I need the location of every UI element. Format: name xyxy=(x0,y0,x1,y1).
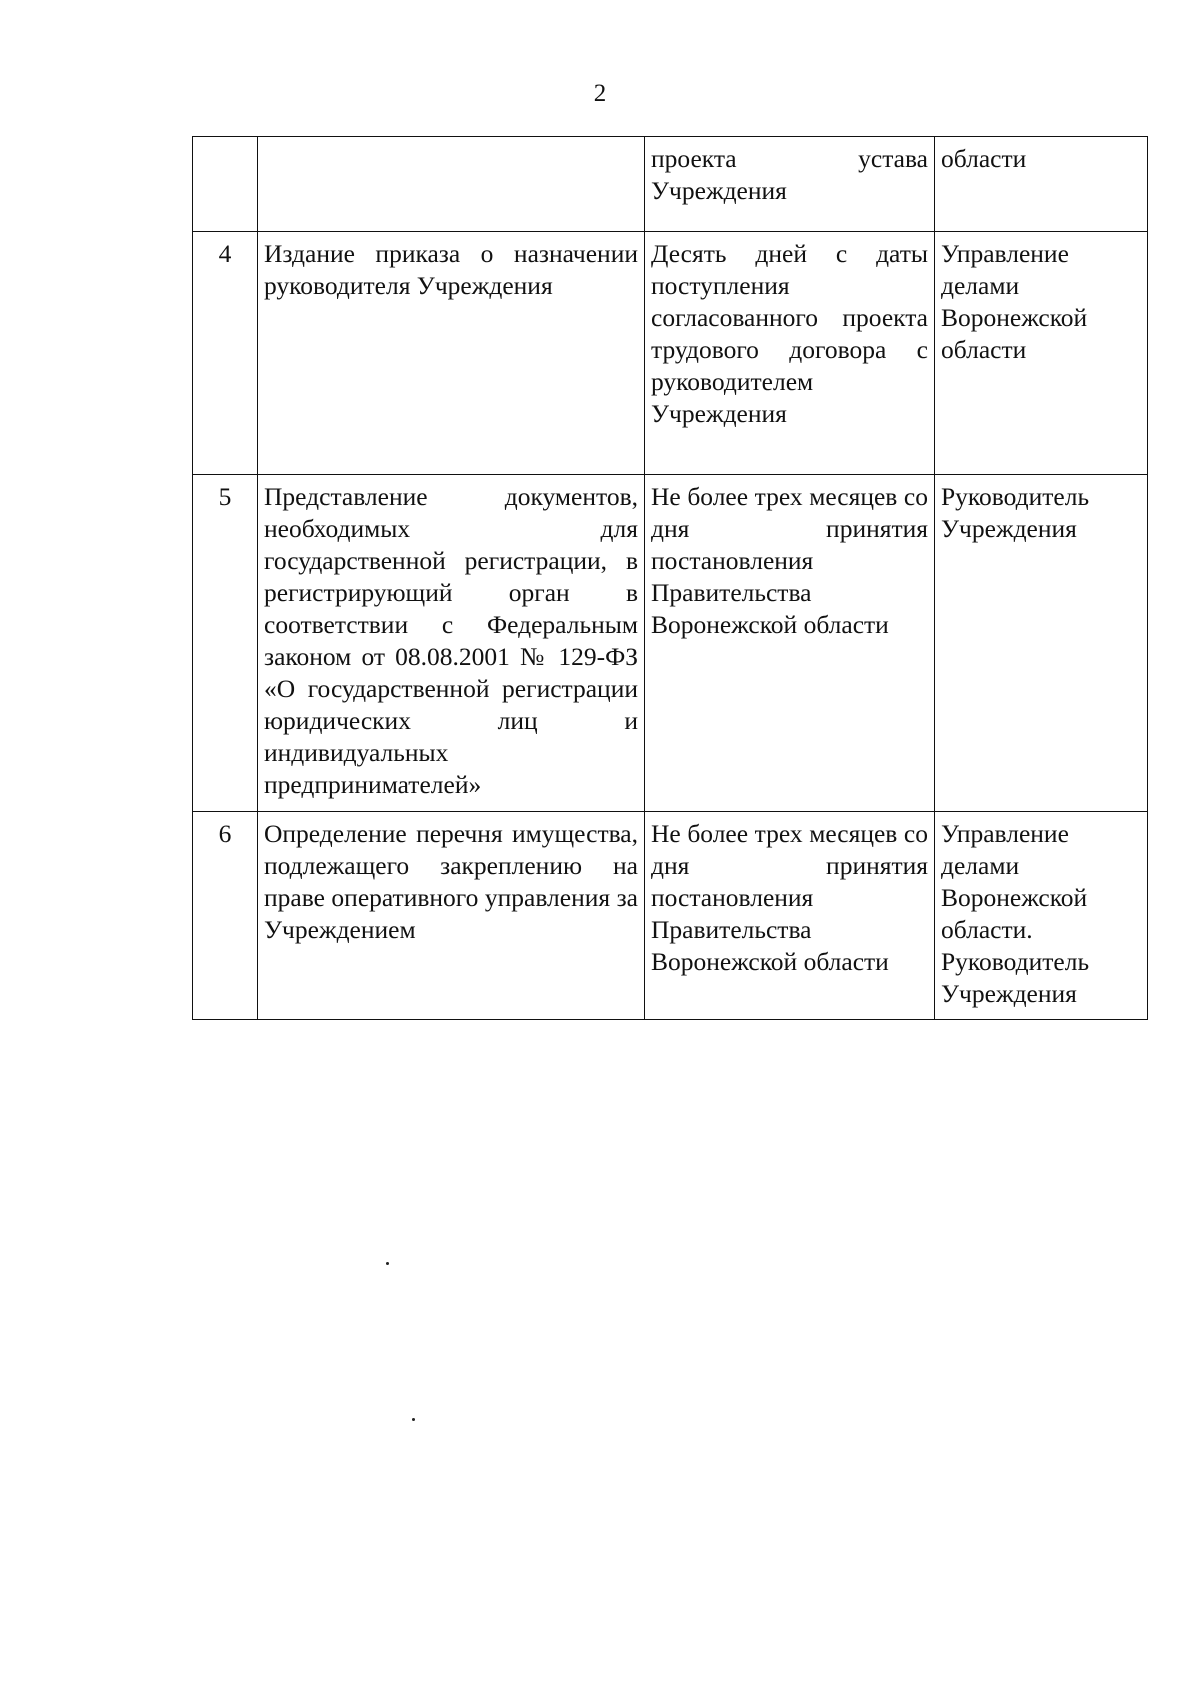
row-number-cell xyxy=(193,137,258,232)
responsible-text: Управление делами Воронежской области xyxy=(941,239,1088,364)
page-number: 2 xyxy=(593,80,607,107)
table-row xyxy=(193,232,1148,475)
term-text: Не более трех месяцев со дня принятия постановления Правительства Воронежской области xyxy=(651,482,928,639)
row-number: 5 xyxy=(218,482,232,511)
action-text: Представление документов, необходимых для государственной регистрации, в регистрирующий орган в соответствии с Федеральным законом от 08.08.2001 № 129-ФЗ «О государственной регистрации юридических лиц и индивидуальных предпринимателей» xyxy=(264,482,638,799)
term-text: проекта устава Учреждения xyxy=(651,144,928,205)
action-cell xyxy=(258,137,645,232)
scan-speck xyxy=(386,1262,389,1265)
table-row xyxy=(193,812,1148,1020)
scan-speck xyxy=(412,1418,415,1421)
term-text: Десять дней с даты поступления согласованного проекта трудового договора с руководителем Учреждения xyxy=(651,239,928,428)
table-row xyxy=(193,475,1148,812)
row-number: 4 xyxy=(218,239,232,268)
responsible-cell xyxy=(935,812,1148,1020)
responsible-cell xyxy=(935,475,1148,812)
row-number: 6 xyxy=(218,819,232,848)
row-number-cell xyxy=(193,232,258,475)
responsible-cell xyxy=(935,137,1148,232)
action-text: Издание приказа о назначении руководителя Учреждения xyxy=(264,239,638,300)
term-cell xyxy=(645,812,935,1020)
term-cell xyxy=(645,232,935,475)
measures-table xyxy=(192,136,1148,1020)
responsible-text: Руководитель Учреждения xyxy=(941,482,1090,543)
responsible-text: Управление делами Воронежской области. Руководитель Учреждения xyxy=(941,819,1090,1008)
action-text: Определение перечня имущества, подлежащего закреплению на праве оперативного управления за Учреждением xyxy=(264,819,638,944)
row-number-cell xyxy=(193,475,258,812)
table-row xyxy=(193,137,1148,232)
term-text: Не более трех месяцев со дня принятия постановления Правительства Воронежской области xyxy=(651,819,928,976)
term-cell xyxy=(645,475,935,812)
responsible-text: области xyxy=(941,144,1027,173)
term-cell xyxy=(645,137,935,232)
action-cell xyxy=(258,475,645,812)
row-number-cell xyxy=(193,812,258,1020)
action-cell xyxy=(258,812,645,1020)
action-cell xyxy=(258,232,645,475)
responsible-cell xyxy=(935,232,1148,475)
